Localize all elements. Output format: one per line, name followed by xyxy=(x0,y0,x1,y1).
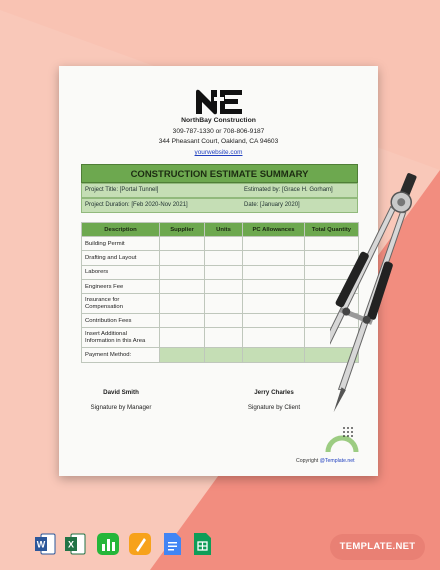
table-row xyxy=(82,279,359,293)
numbers-icon[interactable] xyxy=(97,533,119,555)
document-title: CONSTRUCTION ESTIMATE SUMMARY xyxy=(81,164,358,183)
company-name: NorthBay Construction xyxy=(181,117,256,124)
table-cell[interactable] xyxy=(243,237,305,251)
table-cell[interactable] xyxy=(205,251,243,265)
row-label: Insert Additional Information in this Area xyxy=(82,328,160,348)
info-row-1 xyxy=(81,183,358,198)
table-cell[interactable] xyxy=(160,314,205,328)
table-cell[interactable] xyxy=(243,251,305,265)
table-cell[interactable] xyxy=(243,348,305,362)
table-cell[interactable] xyxy=(205,314,243,328)
format-icons xyxy=(35,532,215,556)
table-cell[interactable] xyxy=(160,348,205,362)
table-cell[interactable] xyxy=(205,237,243,251)
template-net-badge[interactable]: TEMPLATE.NET xyxy=(330,534,425,560)
col-description: Description xyxy=(82,223,160,237)
row-label: Engineers Fee xyxy=(82,279,160,293)
col-total-quantity: Total Quantity xyxy=(305,223,359,237)
svg-text:W: W xyxy=(36,539,46,550)
table-cell[interactable] xyxy=(205,265,243,279)
table-row xyxy=(82,265,359,279)
row-label: Drafting and Layout xyxy=(82,251,160,265)
manager-name: David Smith xyxy=(103,389,139,396)
table-row xyxy=(82,314,359,328)
drafting-compass-icon xyxy=(330,170,430,430)
table-row xyxy=(82,251,359,265)
document-date: Date: [January 2020] xyxy=(244,202,300,208)
table-cell[interactable] xyxy=(205,294,243,314)
signature-client xyxy=(229,389,319,411)
table-row xyxy=(82,328,359,348)
row-label: Contribution Fees xyxy=(82,314,160,328)
company-address: 344 Pheasant Court, Oakland, CA 94603 xyxy=(158,138,279,145)
table-row xyxy=(82,294,359,314)
google-docs-icon[interactable] xyxy=(164,533,181,555)
copyright-text xyxy=(296,458,355,464)
row-label: Laborers xyxy=(82,265,160,279)
excel-icon[interactable] xyxy=(65,534,85,554)
company-phone: 309-787-1330 or 708-806-9187 xyxy=(172,128,265,135)
payment-method-label: Payment Method: xyxy=(82,348,160,362)
table-header-row xyxy=(82,223,359,237)
project-title: Project Title: [Portal Tunnel] xyxy=(85,187,159,193)
table-cell[interactable] xyxy=(243,328,305,348)
table-cell[interactable] xyxy=(243,265,305,279)
pages-icon[interactable] xyxy=(129,533,151,555)
estimate-table xyxy=(81,222,359,363)
svg-text:X: X xyxy=(67,539,75,550)
table-cell[interactable] xyxy=(243,314,305,328)
copyright-label: Copyright xyxy=(296,458,320,464)
table-row xyxy=(82,237,359,251)
copyright-link[interactable]: @Template.net xyxy=(319,458,355,464)
table-cell[interactable] xyxy=(243,279,305,293)
row-label: Insurance for Compensation xyxy=(82,294,160,314)
google-sheets-icon[interactable] xyxy=(194,533,211,555)
col-supplier: Supplier xyxy=(160,223,205,237)
payment-row xyxy=(82,348,359,362)
table-cell[interactable] xyxy=(205,279,243,293)
company-website-link[interactable]: yourwebsite.com xyxy=(194,149,243,156)
table-cell[interactable] xyxy=(160,279,205,293)
table-cell[interactable] xyxy=(205,328,243,348)
table-cell[interactable] xyxy=(160,294,205,314)
col-pc-allowances: PC Allowances xyxy=(243,223,305,237)
client-name: Jerry Charles xyxy=(254,389,294,396)
table-cell[interactable] xyxy=(205,348,243,362)
row-label: Building Permit xyxy=(82,237,160,251)
manager-role: Signature by Manager xyxy=(90,404,152,411)
signature-manager xyxy=(76,389,166,411)
table-cell[interactable] xyxy=(160,328,205,348)
table-cell[interactable] xyxy=(160,237,205,251)
client-role: Signature by Client xyxy=(247,404,301,411)
info-row-2 xyxy=(81,198,358,213)
table-cell[interactable] xyxy=(160,265,205,279)
table-cell[interactable] xyxy=(160,251,205,265)
estimated-by: Estimated by: [Grace H. Gorham] xyxy=(244,187,333,193)
table-cell[interactable] xyxy=(243,294,305,314)
word-icon[interactable] xyxy=(35,534,55,554)
project-duration: Project Duration: [Feb 2020-Nov 2021] xyxy=(85,202,188,208)
col-units: Units xyxy=(205,223,243,237)
company-logo xyxy=(194,88,244,116)
